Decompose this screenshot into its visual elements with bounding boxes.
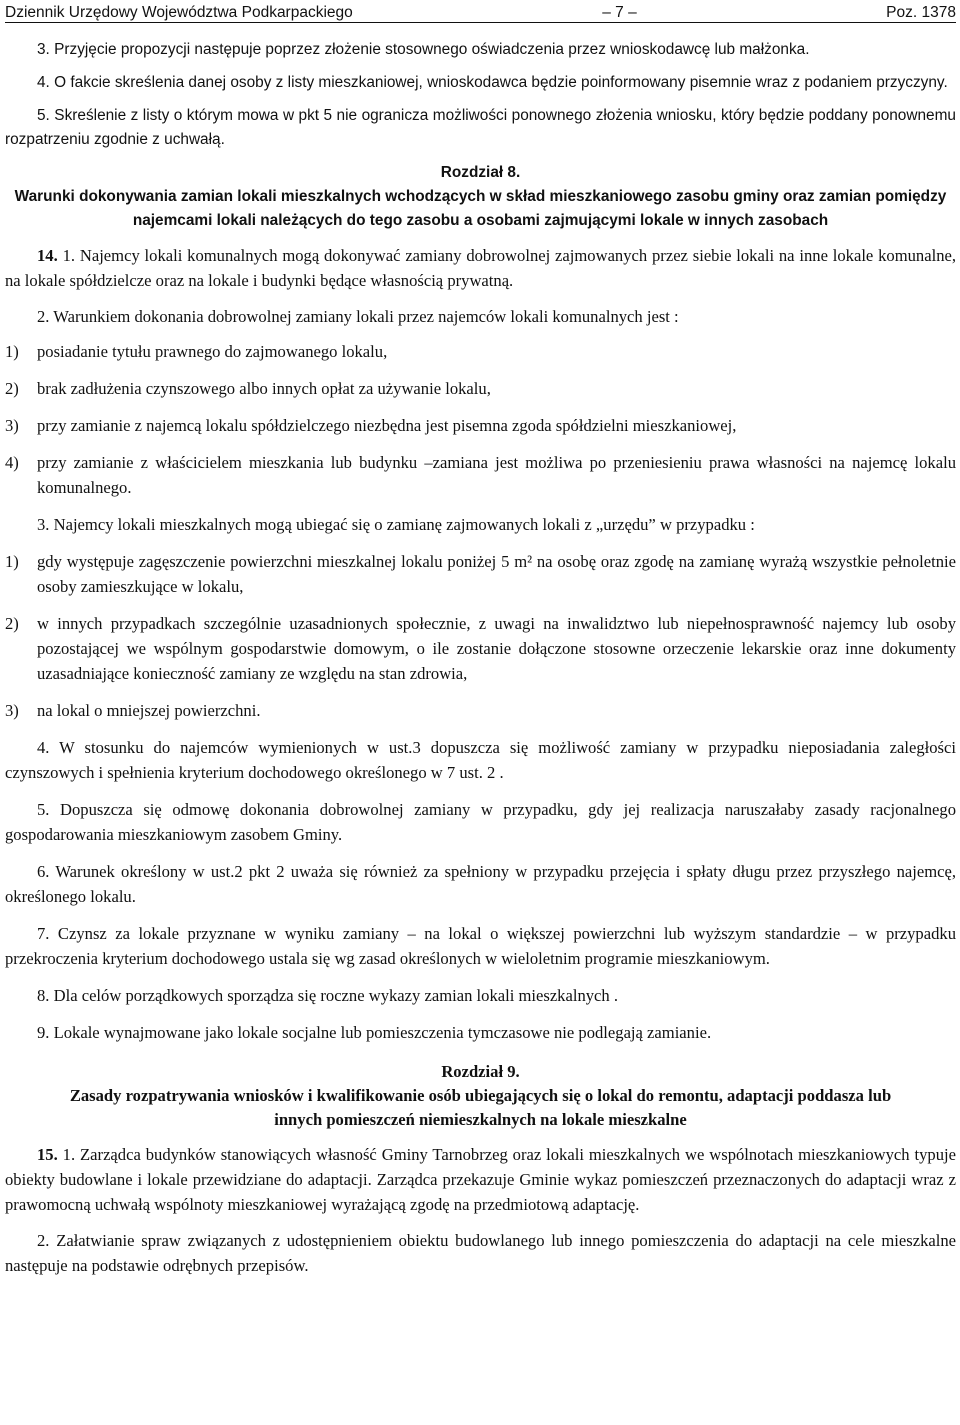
list-item [5, 611, 956, 686]
list-item-text: posiadanie tytułu prawnego do zajmowanego lokalu, [37, 342, 388, 361]
paragraph-3: 3. Przyjęcie propozycji następuje poprzez złożenie stosownego oświadczenia przez wnioskodawcę lub małżonka. [37, 41, 810, 58]
section-14-p1-text: 1. Najemcy lokali komunalnych mogą dokonywać zamiany dobrowolnej zajmowanych przez siebie lokali na inne lokale komunalne, na lokale spółdzielcze oraz na lokale i budynki będące własnością prywatną. [5, 246, 956, 290]
list-item [5, 413, 956, 438]
section-14-paragraph-3: 3. Najemcy lokali mieszkalnych mogą ubiegać się o zamianę zajmowanych lokali z „urzędu” w przypadku : [37, 515, 755, 534]
section-14-paragraph-8: 8. Dla celów porządkowych sporządza się roczne wykazy zamian lokali mieszkalnych . [37, 986, 619, 1005]
list-item-number: 4) [5, 453, 19, 472]
section-14-paragraph-7: 7. Czynsz za lokale przyznane w wyniku zamiany – na lokal o większej powierzchni lub wyższym standardzie – w przypadku przekroczenia kryterium dochodowego ustala się wg zasad określonych w wieloletnim programie mieszkaniowym. [5, 924, 956, 968]
list-item [5, 450, 956, 500]
list-item-number: 3) [5, 701, 19, 720]
chapter-8-title: Warunki dokonywania zamian lokali mieszkalnych wchodzących w skład mieszkaniowego zasobu gminy oraz zamian pomiędzy najemcami lokali należących do tego zasobu a osobami zajmującymi lokale w innych zasobach [14, 188, 947, 229]
chapter-9-title: Zasady rozpatrywania wniosków i kwalifikowanie osób ubiegających się o lokal do remontu, adaptacji poddasza lub innych pomieszczeń niemieszkalnych na lokale mieszkalne [69, 1086, 892, 1129]
list-item [5, 549, 956, 599]
page-number: – 7 – [602, 4, 637, 21]
list-item [5, 698, 956, 723]
chapter-8-label: Rozdział 8. [440, 164, 521, 181]
list-item-number: 2) [5, 379, 19, 398]
paragraph-4: 4. O fakcie skreślenia danej osoby z listy mieszkaniowej, wnioskodawca będzie poinformowany pisemnie wraz z podaniem przyczyny. [37, 74, 948, 91]
section-14-paragraph-6: 6. Warunek określony w ust.2 pkt 2 uważa się również za spełniony w przypadku przejęcia i spłaty długu przez przyszłego najemcę, określonego lokalu. [5, 862, 956, 906]
section-14-paragraph-2: 2. Warunkiem dokonania dobrowolnej zamiany lokali przez najemców lokali komunalnych jest : [37, 307, 679, 326]
list-item-text: przy zamianie z właścicielem mieszkania lub budynku –zamiana jest możliwa po przeniesieniu prawa własności na najemcę lokalu komunalnego. [37, 453, 956, 497]
section-14-number: 14. [37, 246, 58, 265]
section-14-paragraph-9: 9. Lokale wynajmowane jako lokale socjalne lub pomieszczenia tymczasowe nie podlegają zamianie. [37, 1023, 712, 1042]
section-15-paragraph-2: 2. Załatwianie spraw związanych z udostępnieniem obiektu budowlanego lub innego pomieszczenia do adaptacji na cele mieszkalne następuje na podstawie odrębnych przepisów. [5, 1231, 956, 1275]
list-item-text: w innych przypadkach szczególnie uzasadnionych społecznie, z uwagi na inwalidztwo lub niepełnosprawność najemcy lub osoby pozostającej we wspólnym gospodarstwie domowym, o ile zostanie dołączone stosowne orzeczenie lekarskie oraz inne dokumenty uzasadniające konieczność zamiany ze względu na stan zdrowia, [37, 614, 956, 683]
section-15-p1-text: 1. Zarządca budynków stanowiących własność Gminy Tarnobrzeg oraz lokali mieszkalnych we wspólnotach mieszkaniowych typuje obiekty budowlane i lokale przewidziane do adaptacji. Zarządca przekazuje Gminie wykaz pomieszczeń przeznaczonych do adaptacji wraz z prawomocną uchwałą wspólnoty mieszkaniowej wyrażającą zgodę na przedmiotową adaptację. [5, 1145, 956, 1214]
list-item-text: na lokal o mniejszej powierzchni. [37, 701, 261, 720]
list-item-text: przy zamianie z najemcą lokalu spółdzielczego niezbędna jest pisemna zgoda spółdzielni mieszkaniowej, [37, 416, 737, 435]
section-15-paragraph-1 [5, 1142, 956, 1217]
position-number: Poz. 1378 [886, 4, 956, 21]
journal-title: Dziennik Urzędowy Województwa Podkarpackiego [5, 4, 353, 21]
list-item-text: brak zadłużenia czynszowego albo innych opłat za używanie lokalu, [37, 379, 491, 398]
page-header [5, 0, 956, 23]
section-15-number: 15. [37, 1145, 58, 1164]
list-item-text: gdy występuje zagęszczenie powierzchni mieszkalnej lokalu poniżej 5 m² na osobę oraz zgodę na zamianę wyrażą wszystkie pełnoletnie osoby zamieszkujące w lokalu, [37, 552, 956, 596]
list-item [5, 376, 956, 401]
list-item-number: 1) [5, 342, 19, 361]
section-14-paragraph-5: 5. Dopuszcza się odmowę dokonania dobrowolnej zamiany w przypadku, gdy jej realizacja naruszałaby zasady racjonalnego gospodarowania mieszkaniowym zasobem Gminy. [5, 800, 956, 844]
list-item-number: 1) [5, 552, 19, 571]
list-item [5, 339, 956, 364]
section-14-paragraph-1 [5, 243, 956, 293]
paragraph-5: 5. Skreślenie z listy o którym mowa w pkt 5 nie ogranicza możliwości ponownego złożenia wniosku, który będzie poddany ponownemu rozpatrzeniu zgodnie z uchwałą. [5, 107, 956, 148]
document-page [5, 0, 956, 1278]
list-item-number: 2) [5, 614, 19, 633]
chapter-9-label: Rozdział 9. [441, 1062, 520, 1081]
list-item-number: 3) [5, 416, 19, 435]
section-14-paragraph-4: 4. W stosunku do najemców wymienionych w ust.3 dopuszcza się możliwość zamiany w przypadku nieposiadania zaległości czynszowych i spełnienia kryterium dochodowego określonego w 7 ust. 2 . [5, 738, 956, 782]
